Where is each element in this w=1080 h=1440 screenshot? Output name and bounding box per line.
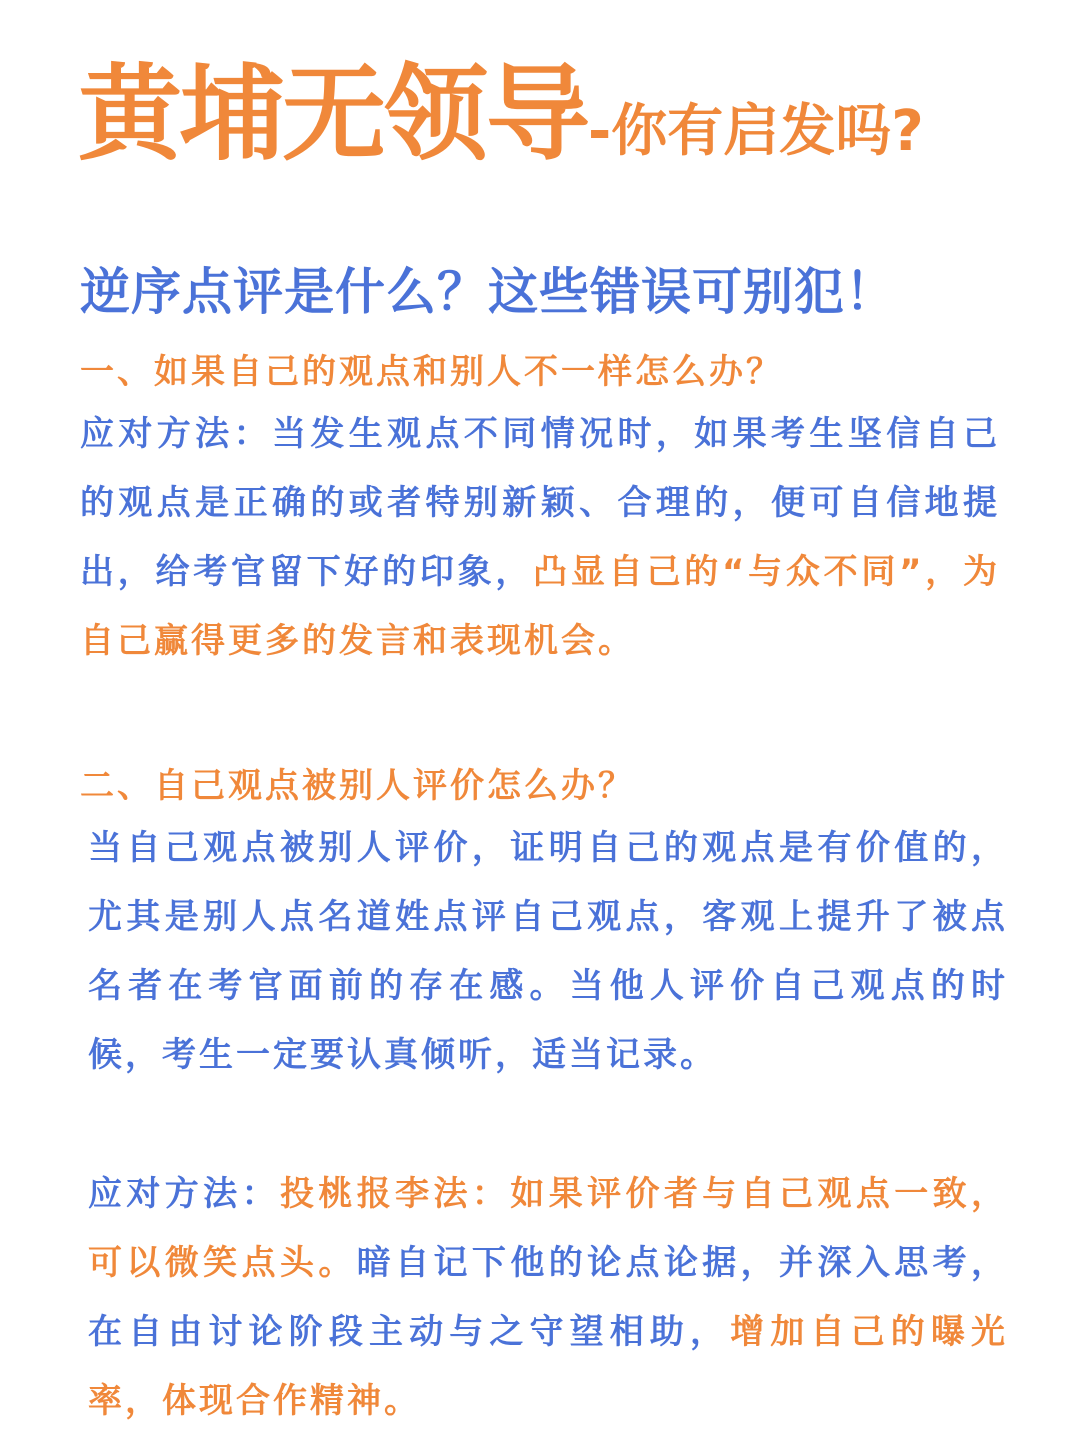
section2-heading: 二、自己观点被别人评价怎么办？: [80, 766, 635, 806]
section1-body-blue: 应对方法：当发生观点不同情况时，如果考生坚信自己的观点是正确的或者特别新颖、合理的，便可自信地提出，给考官留下好的印象，: [80, 414, 1000, 592]
section1-body: [80, 400, 1000, 676]
method-blue: 暗自记下他的论点论据，并深入思考，在自由讨论阶段主动与之守望相助，: [88, 1243, 1009, 1352]
section2-body: 当自己观点被别人评价，证明自己的观点是有价值的，尤其是别人点名道姓点评自己观点，客观上提升了被点名者在考官面前的存在感。当他人评价自己观点的时候，考生一定要认真倾听，适当记录。: [88, 828, 1008, 1075]
section1-body-orange: 凸显自己的“与众不同”，为自己赢得更多的发言和表现机会。: [80, 552, 1000, 661]
title-suffix: -你有启发吗?: [588, 99, 924, 164]
method-label: 应对方法：: [88, 1174, 280, 1214]
method-orange-1: 投桃报李法：如果评价者与自己观点一致，可以微笑点头。: [88, 1174, 1009, 1283]
page-title: [78, 53, 1038, 175]
page-subtitle: 逆序点评是什么？这些错误可别犯！: [80, 263, 896, 321]
title-main: 黄埔无领导: [78, 53, 589, 175]
section2-method: [88, 1160, 1008, 1436]
method-orange-2: 增加自己的曝光率，体现合作精神。: [88, 1312, 1009, 1421]
section1-heading: 一、如果自己的观点和别人不一样怎么办？: [80, 352, 783, 392]
